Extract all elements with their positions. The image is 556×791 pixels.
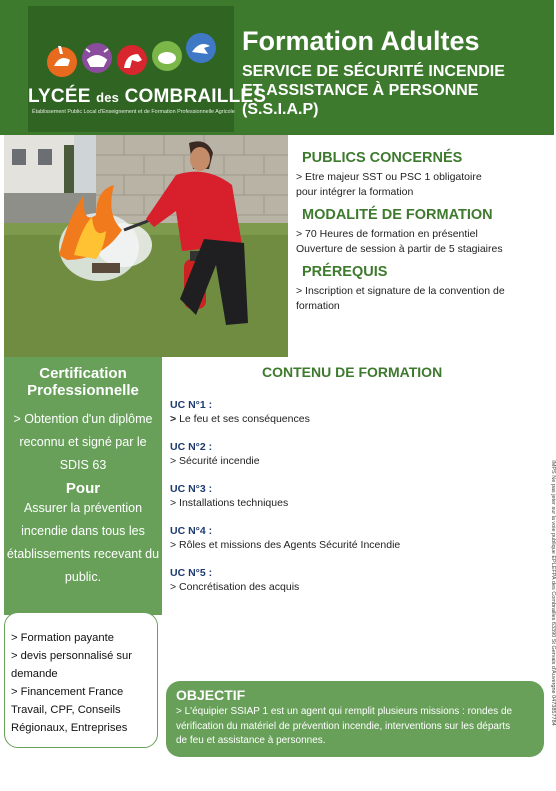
publics-text: > Etre majeur SST ou PSC 1 obligatoire pour intégrer la formation [296,171,482,198]
prerequis-title: PRÉREQUIS [302,264,388,280]
uc-text: > Installations techniques [170,497,289,509]
logo-school-name: LYCÉE des COMBRAILLES [28,86,267,107]
funding-line: Régionaux, Entreprises [11,722,128,734]
uc-text: > Rôles et missions des Agents Sécurité Incendie [170,539,401,551]
uc-label: UC N°5 : [170,567,213,579]
modalite-text: > 70 Heures de formation en présentiel Ouverture de session à partir de 5 stagiaires [296,228,503,255]
uc-item [170,524,540,552]
logo-tagline: Établissement Public Local d'Enseignement et de Formation Professionnelle Agricole [32,109,235,115]
uc-label: UC N°1 : [170,399,213,411]
objectif-text: > L'équipier SSIAP 1 est un agent qui remplit plusieurs missions : rondes de vérification du matériel de prévention incendie, interventions sur les départs de feu et assistance à personnes. [176,706,513,746]
uc-item [170,398,540,426]
funding-line: Travail, CPF, Conseils [11,704,121,716]
uc-text: > Concrétisation des acquis [170,581,300,593]
funding-line: > Financement France [11,686,124,698]
uc-label: UC N°3 : [170,483,213,495]
funding-line: demande [11,668,58,680]
objectif-title: OBJECTIF [176,687,246,703]
prerequis-text: > Inscription et signature de la convention de formation [296,285,505,312]
page-title: Formation Adultes [242,26,480,56]
funding-line: > devis personnalisé sur [11,650,132,662]
contenu-title: CONTENU DE FORMATION [262,364,443,380]
uc-item [170,440,540,468]
logo-animals [40,28,226,84]
print-notice: IMPS Ne pas jeter sur la voie publique EPLEFPA des Combrailles 63390 St Gervais d'Auvergne 0473857784 [550,460,556,726]
header-banner [0,0,554,135]
uc-text: > Le feu et ses conséquences [170,413,310,425]
fire-training-photo [4,135,288,357]
certification-text: > Obtention d'un diplôme reconnu et signé par le SDIS 63 [13,412,153,472]
funding-box [4,612,158,748]
objectif-box [166,681,544,757]
uc-text: > Sécurité incendie [170,455,260,467]
uc-item [170,482,540,510]
certification-panel [4,357,162,615]
pour-text: Assurer la prévention incendie dans tous les établissements recevant du public. [6,501,160,584]
page-subtitle: SERVICE DE SÉCURITÉ INCENDIE ET ASSISTANCE À PERSONNE (S.S.I.A.P) [242,63,505,118]
pour-title: Pour [65,480,101,497]
publics-title: PUBLICS CONCERNÉS [302,150,463,166]
uc-label: UC N°4 : [170,525,213,537]
funding-line: > Formation payante [11,632,114,644]
uc-list [170,398,540,608]
uc-item [170,566,540,594]
course-info [296,150,546,321]
certification-title: Certification Professionnelle [27,365,139,399]
school-logo [28,6,267,132]
modalite-title: MODALITÉ DE FORMATION [302,207,493,223]
uc-label: UC N°2 : [170,441,213,453]
